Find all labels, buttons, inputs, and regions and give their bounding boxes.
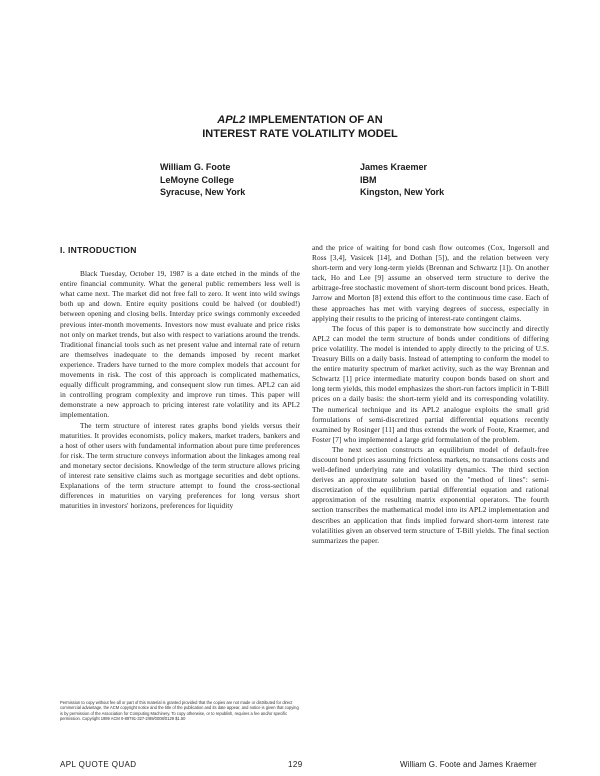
title-line-1 [0, 113, 600, 127]
paragraph: Black Tuesday, October 19, 1987 is a date etched in the minds of the entire financial community. What the general public remembers less well is what came next. The market did not free fall to zero. It went into wild swings both up and down. Entire equity positions could be halved (or doubled!) between opening and closing bells. Interday price swings commonly exceeded previous inter-month movements. Investors now must evaluate and price risks not only on market trends, but also with respect to variations around the trends. Traditional financial tools such as net present value and internal rate of return are themselves inadequate to the demands imposed by recent market experience. Traders have turned to the more complex models that account for movements in risk. The cost of this approach is complicated mathematics, equally difficult programming, and consequent slow run times. APL2 can aid in controlling program complexity and improve run times. This paper will demonstrate a new approach to pricing interest rate volatility and its APL2 implementation. [60, 269, 300, 420]
author-name: William G. Foote [160, 162, 231, 172]
paper-title [0, 113, 600, 141]
permission-notice: Permission to copy without fee all or part of this material is granted provided that the copies are not made or distributed for direct commercial advantage, the ACM copyright notice and the title of the publication and its date appear, and notice is given that copying is by permission of the Association for Computing Machinery. To copy otherwise, or to republish, requires a fee and/or specific permission. Copyright 1989 ACM 0-89791-327-2/89/0008/0129 $1.50 [60, 700, 299, 721]
footer-authors: William G. Foote and James Kraemer [400, 760, 537, 769]
title-line-2: INTEREST RATE VOLATILITY MODEL [202, 128, 398, 140]
author-affiliation: LeMoyne College [160, 174, 235, 185]
author-name: James Kraemer [360, 162, 428, 172]
left-column [60, 245, 300, 511]
paragraph: The focus of this paper is to demonstrate how succinctly and directly APL2 can model the term structure of bonds under conditions of differing price volatility. The model is intended to apply directly to the pricing of U.S. Treasury Bills on a daily basis. Instead of attempting to conform the model to the entire maturity spectrum of market activity, such as the way Brennan and Schwartz [1] price intermediate maturity coupon bonds based on short and long term yields, this model emphasizes the short-run factors implicit in T-Bill prices on a daily basis: the short-term yield and its corresponding volatility. The numerical technique and its APL2 analogue exploits the small grid formulations of semi-discretized partial differential equations recently examined by Rosinger [11] and thus extends the work of Foote, Kraemer, and Foster [7] who implemented a large grid formulation of the problem. [312, 323, 550, 444]
paragraph: The next section constructs an equilibrium model of default-free discount bond prices assuming frictionless markets, no transactions costs and well-defined underlying rate and volatility dynamics. The third section derives an approximate solution based on the "method of lines": semi-discretization of the equilibrium partial differential equation and rational approximation of the resulting matrix exponential operators. The fourth section transcribes the mathematical model into its APL2 implementation and describes an application that finds implied forward short-term interest rate volatilities given an observed term structure of T-Bill yields. The final section summarizes the paper. [312, 444, 549, 545]
paragraph: The term structure of interest rates graphs bond yields versus their maturities. It provides economists, policy makers, market traders, bankers and a host of other users with fundamental information about pure time preferences for risk. The term structure conveys information about the linkages among real and monetary sector decisions. Knowledge of the term structure allows pricing of interest rate sensitive claims such as mortgage securities and debt options. Explanations of the term structure attempt to found the cross-sectional differences in maturities on varying preferences for long versus short maturities in investors' horizons, preferences for liquidity [60, 420, 300, 511]
footer-journal: APL QUOTE QUAD [60, 760, 137, 769]
footer-page-number: 129 [288, 760, 303, 769]
author-location: Kingston, New York [360, 187, 445, 197]
right-column [312, 243, 549, 546]
section-heading: I. INTRODUCTION [60, 245, 137, 255]
author-affiliation: IBM [360, 174, 377, 185]
author-block-2 [360, 161, 444, 199]
author-block-1 [160, 161, 245, 199]
title-apl2: APL2 [217, 114, 246, 126]
title-line-1-rest: IMPLEMENTATION OF AN [245, 114, 383, 126]
author-location: Syracuse, New York [160, 187, 246, 197]
paragraph: and the price of waiting for bond cash flow outcomes (Cox, Ingersoll and Ross [3,4], Vasicek [14], and Dothan [5]), and the relation between very short-term and very long-term yields (Brennan and Schwartz [1]). On another tack, Ho and Lee [9] assume an observed term structure to derive the arbitrage-free stochastic movement of short-term discount bond prices. Heath, Jarrow and Morton [8] extend this effort to the continuous time case. Each of these approaches has met with varying degrees of success, especially in applying their results to the pricing of interest-rate contingent claims. [312, 243, 549, 323]
